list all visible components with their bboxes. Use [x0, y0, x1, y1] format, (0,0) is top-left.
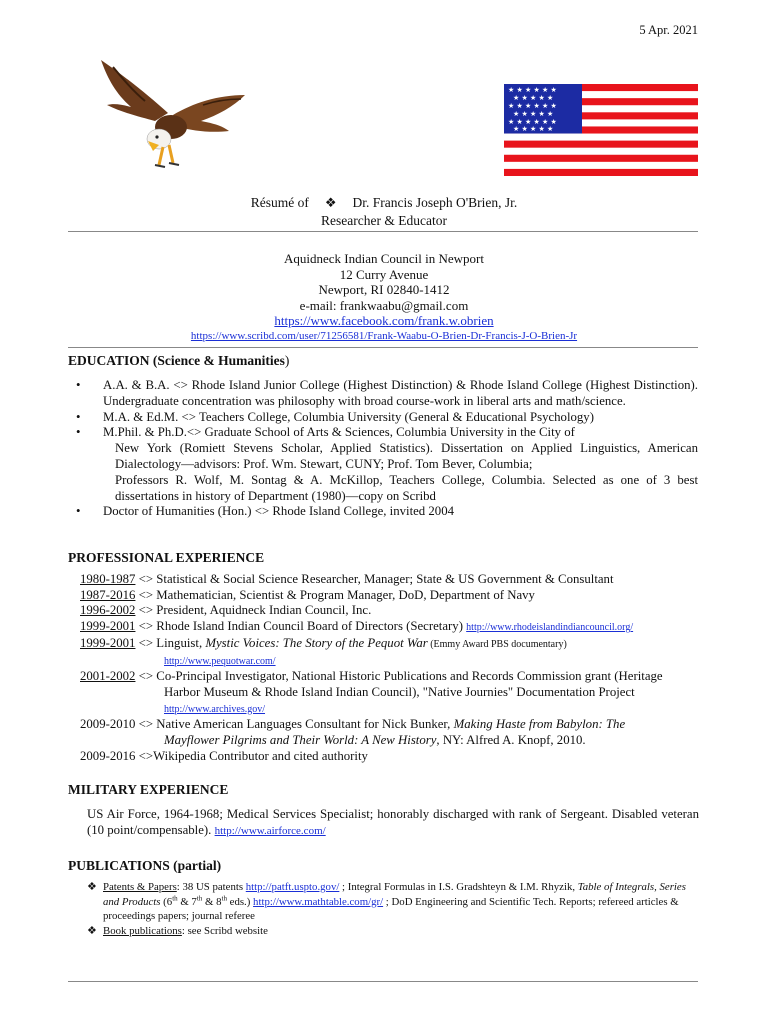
email: e-mail: frankwaabu@gmail.com — [299, 297, 469, 313]
facebook-link[interactable]: https://www.facebook.com/frank.w.obrien — [274, 313, 494, 328]
svg-text:★ ★ ★ ★ ★ ★: ★ ★ ★ ★ ★ ★ — [508, 102, 557, 110]
list-item: 1980-1987 <> Statistical & Social Science Researcher, Manager; State & US Government & Consultant — [80, 572, 614, 586]
diamond-bullet-icon: ❖ — [324, 195, 337, 210]
list-item: 1987-2016 <> Mathematician, Scientist & Program Manager, DoD, Department of Navy — [80, 587, 535, 602]
svg-text:★ ★ ★ ★ ★: ★ ★ ★ ★ ★ — [513, 110, 554, 118]
person-name: Dr. Francis Joseph O'Brien, Jr. — [352, 195, 518, 210]
organization: Aquidneck Indian Council in Newport — [283, 251, 484, 266]
list-item: 2001-2002 <> Co-Principal Investigator, National Historic Publications and Records Commission grant (Heritage — [80, 669, 663, 684]
svg-text:★ ★ ★ ★ ★: ★ ★ ★ ★ ★ — [513, 94, 554, 102]
list-item: • A.A. & B.A. <> Rhode Island Junior College (Highest Distinction) & Rhode Island College (Highest Distinction). Undergraduate concentration was philosophy with broad course-work in liberal arts and math/science. — [76, 378, 698, 408]
list-item: 2009-2016 <>Wikipedia Contributor and cited authority — [80, 748, 368, 763]
list-item: 1999-2001 <> Rhode Island Indian Council Board of Directors (Secretary) http://www.rhodeislandindiancouncil.org/ — [80, 619, 634, 634]
divider — [68, 347, 698, 348]
diamond-bullet-icon: ❖ — [87, 881, 97, 893]
list-item: • M.A. & Ed.M. <> Teachers College, Columbia University (General & Educational Psychology) — [76, 409, 594, 424]
publications-list — [68, 880, 698, 938]
airforce-link[interactable]: http://www.airforce.com/ — [214, 825, 326, 837]
street: 12 Curry Avenue — [339, 266, 429, 282]
military-heading: MILITARY EXPERIENCE — [68, 782, 229, 797]
list-item: ❖ Patents & Papers: 38 US patents http://patft.uspto.gov/ ; Integral Formulas in I.S. Gradshteyn & I.M. Rhyzik, Table of Integrals, Series and Products (6th & 7th & 8th eds.) http://www.mathtable.com/gr/ ; DoD Engineering and Scientific Tech. Reports; refereed articles & proceedings papers; journal referee — [87, 881, 686, 922]
list-item: • Doctor of Humanities (Hon.) <> Rhode Island College, invited 2004 — [76, 504, 455, 519]
resume-of-label: Résumé of — [250, 195, 309, 210]
svg-text:★ ★ ★ ★ ★ ★: ★ ★ ★ ★ ★ ★ — [508, 118, 557, 126]
list-item: ❖ Book publications: see Scribd website — [87, 924, 268, 937]
professional-heading: PROFESSIONAL EXPERIENCE — [68, 550, 265, 565]
diamond-bullet-icon: ❖ — [87, 924, 97, 937]
divider — [68, 231, 698, 232]
list-item: • M.Phil. & Ph.D.<> Graduate School of Arts & Sciences, Columbia University in the City of New York (Romiett Stevens Scholar, Applied Statistics). Dissertation on Applied Linguistics, American Dialectology—advisors: Prof. Wm. Stewart, CUNY; Prof. Tom Bever, Columbia; Professors R. Wolf, M. Sontag & A. McKillop, Teachers College, Columbia. Selected as one of 3 best dissertations in history of Department (1980)—copy on Scribd — [76, 425, 698, 503]
professional-list: 1980-1987 <> Statistical & Social Science Researcher, Manager; State & US Government & Consultant 1987-2016 <> Mathematician, Scientist & Program Manager, DoD, Department of Navy 1996-2002 <> President, Aquidneck Indian Council, Inc. 1999-2001 <> Rhode Island Indian Council Board of Directors (Secretary) http://www.rhodeislandindiancouncil.org/ 1999-2001 <> Linguist, Mystic Voices: The Story of the Pequot War (Emmy Award PBS documentary) http://www.pequotwar.com/ 2001-2002 <> Co-Principal Investigator, National Historic Publications and Records Commission grant (Heritage Harbor Museum & Rhode Island Indian Council), "Native Journies" Documentation Project http://www.archives.gov/ 2009-2010 <> Native American Languages Consultant for Nick Bunker, Making Haste from Babylon: The Mayflower Pilgrims and Their World: A New History, NY: Alfred A. Knopf, 2010. 2009-2016 <>Wikipedia Contributor and cited authority — [80, 572, 715, 764]
rhode-island-council-link[interactable]: http://www.rhodeislandindiancouncil.org/ — [466, 622, 634, 634]
education-list — [68, 378, 698, 520]
us-flag — [504, 84, 698, 176]
eagle-illustration — [93, 55, 248, 177]
city-zip: Newport, RI 02840-1412 — [318, 282, 450, 297]
mathtable-link[interactable]: http://www.mathtable.com/gr/ — [253, 895, 384, 908]
document-date: 5 Apr. 2021 — [639, 23, 698, 37]
uspto-link[interactable]: http://patft.uspto.gov/ — [245, 881, 340, 893]
education-heading: EDUCATION (Science & Humanities) — [68, 353, 290, 368]
contact-block — [0, 251, 768, 344]
person-role: Researcher & Educator — [321, 213, 447, 228]
list-item: 1996-2002 <> President, Aquidneck Indian Council, Inc. — [80, 603, 372, 618]
footer-divider — [68, 981, 698, 982]
military-text: US Air Force, 1964-1968; Medical Services Specialist; honorably discharged with rank of Sergeant. Disabled veteran (10 point/compensable). http://www.airforce.com/ — [87, 807, 699, 837]
svg-text:★ ★ ★ ★ ★ ★: ★ ★ ★ ★ ★ ★ — [508, 86, 557, 94]
list-item: 2009-2010 <> Native American Languages Consultant for Nick Bunker, Making Haste from Babylon: The — [80, 717, 626, 732]
pequotwar-link[interactable]: http://www.pequotwar.com/ — [164, 655, 276, 667]
archives-link[interactable]: http://www.archives.gov/ — [164, 703, 266, 715]
list-item: 1999-2001 <> Linguist, Mystic Voices: The Story of the Pequot War (Emmy Award PBS documentary) — [80, 635, 567, 650]
svg-text:★ ★ ★ ★ ★: ★ ★ ★ ★ ★ — [513, 125, 554, 133]
publications-heading: PUBLICATIONS (partial) — [68, 858, 222, 873]
scribd-link[interactable]: https://www.scribd.com/user/71256581/Frank-Waabu-O-Brien-Dr-Francis-J-O-Brien-Jr — [190, 329, 578, 342]
resume-title — [0, 194, 768, 230]
